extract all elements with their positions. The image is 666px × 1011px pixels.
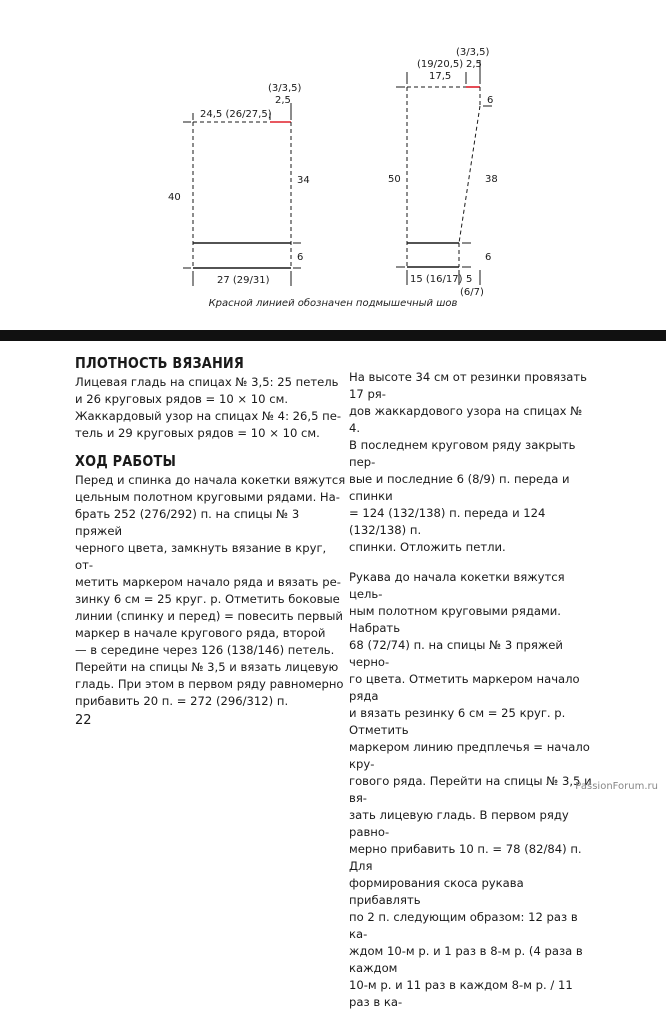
text-line: Рукава до начала кокетки вяжутся цель-: [349, 570, 565, 601]
sleeve-top-width-var: (19/20,5): [417, 59, 464, 70]
text-line: = 124 (132/138) п. переда и 124 (132/138) п.: [349, 506, 546, 537]
text-line: тель и 29 круговых рядов = 10 × 10 см.: [75, 426, 320, 440]
text-line: го цвета. Отметить маркером начало ряда: [349, 672, 580, 703]
right-column: [349, 369, 597, 1011]
body-rib-height: 6: [297, 252, 304, 263]
text-line: гового ряда. Перейти на спицы № 3,5 и вя-: [349, 774, 592, 805]
schematic-diagram: [0, 0, 666, 300]
text-line: и 26 круговых рядов = 10 × 10 см.: [75, 392, 289, 406]
text-line: брать 252 (276/292) п. на спицы № 3 пряжей: [75, 507, 300, 538]
sleeve-bottom-right-var: (6/7): [460, 287, 484, 298]
text-line: по 2 п. следующим образом: 12 раз в ка-: [349, 910, 578, 941]
heading-gauge: ПЛОТНОСТЬ ВЯЗАНИЯ: [75, 354, 245, 372]
text-line: маркер в начале кругового ряда, второй: [75, 626, 326, 640]
sleeve-cap-height: 6: [487, 95, 494, 106]
text-line: дов жаккардового узора на спицах № 4.: [349, 404, 583, 435]
sleeve-piece: [396, 60, 492, 285]
heading-work-progress: ХОД РАБОТЫ: [75, 452, 177, 470]
text-line: маркером линию предплечья = начало кру-: [349, 740, 590, 771]
text-line: формирования скоса рукава прибавлять: [349, 876, 524, 907]
body-bottom-width: 27 (29/31): [217, 275, 270, 286]
text-line: зинку 6 см = 25 круг. р. Отметить боковые: [75, 592, 340, 606]
page-number: 22: [75, 713, 92, 728]
text-line: ным полотном круговыми рядами. Набрать: [349, 604, 561, 635]
text-line: — в середине через 126 (138/146) петель.: [75, 643, 335, 657]
text-line: Перейти на спицы № 3,5 и вязать лицевую: [75, 660, 339, 674]
text-line: На высоте 34 см от резинки провязать 17 ря-: [349, 370, 588, 401]
text-line: мерно прибавить 10 п. = 78 (82/84) п. Для: [349, 842, 582, 873]
text-line: цельным полотном круговыми рядами. На-: [75, 490, 340, 504]
body-shoulder-var: (3/3,5): [268, 83, 302, 94]
sleeve-bottom-right: 5: [466, 274, 473, 285]
left-column: [75, 352, 347, 710]
text-line: Жаккардовый узор на спицах № 4: 26,5 пе-: [75, 409, 342, 423]
text-line: метить маркером начало ряда и вязать ре-: [75, 575, 341, 589]
text-line: и вязать резинку 6 см = 25 круг. р. Отметить: [349, 706, 566, 737]
site-watermark: PassionForum.ru: [575, 781, 658, 792]
sleeve-cap-width: 2,5: [466, 59, 482, 70]
text-line: вые и последние 6 (8/9) п. переда и спинки: [349, 472, 570, 503]
text-line: спинки. Отложить петли.: [349, 540, 506, 554]
text-line: линии (спинку и перед) = повесить первый: [75, 609, 343, 623]
text-line: Лицевая гладь на спицах № 3,5: 25 петель: [75, 375, 339, 389]
body-total-height: 40: [168, 192, 181, 203]
text-line: 68 (72/74) п. на спицы № 3 пряжей черно-: [349, 638, 563, 669]
text-line: ждом 10-м р. и 1 раз в 8-м р. (4 раза в каждом: [349, 944, 583, 975]
text-line: Перед и спинка до начала кокетки вяжутся: [75, 473, 346, 487]
text-line: 10-м р. и 11 раз в каждом 8-м р. / 11 раз в ка-: [349, 978, 573, 1009]
text-line: гладь. При этом в первом ряду равномерно: [75, 677, 344, 691]
text-line: зать лицевую гладь. В первом ряду равно-: [349, 808, 569, 839]
sleeve-bottom-left: 15 (16/17): [410, 274, 463, 285]
text-line: В последнем круговом ряду закрыть пер-: [349, 438, 576, 469]
text-line: черного цвета, замкнуть вязание в круг, от-: [75, 541, 327, 572]
section-divider: [0, 330, 666, 341]
body-upper-height: 34: [297, 175, 310, 186]
body-shoulder-width: 2,5: [275, 95, 291, 106]
sleeve-upper-height: 38: [485, 174, 498, 185]
body-top-width: 24,5 (26/27,5): [200, 109, 272, 120]
sleeve-top-width: 17,5: [429, 71, 452, 82]
text-line: прибавить 20 п. = 272 (296/312) п.: [75, 694, 289, 708]
sleeve-total-height: 50: [388, 174, 401, 185]
sleeve-rib-height: 6: [485, 252, 492, 263]
sleeve-cap-var: (3/3,5): [456, 47, 490, 58]
diagram-caption: Красной линией обозначен подмышечный шов: [208, 298, 458, 309]
